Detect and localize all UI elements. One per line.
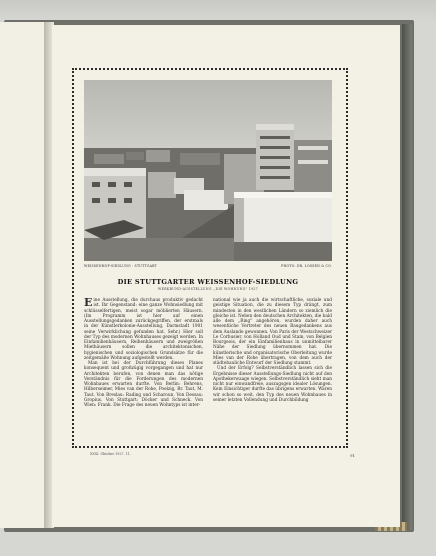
photo-illustration xyxy=(84,80,332,261)
paragraph: Und der Erfolg? Selbstverständlich lassen sich die Ergebnisse dieser Ausstellungs-Siedlung nicht auf den Apothekerwaage wiegen. Selbstverständlich sieht man nicht nur einwandfreie, auszugsgen idealer Lösungen. Kein Einsichtiger durfte das übrigens erwarten. Wären wir schon so weit, den Typ des neuen Wohnbaues in seiner letzten Vollendung und Durchbildung xyxy=(213,366,332,403)
caption-credit: PHOTO: DR. LOSSEN & CO. xyxy=(281,264,332,268)
text-column-left xyxy=(84,298,203,408)
text-column-right xyxy=(213,298,332,403)
paragraph xyxy=(84,298,203,361)
page-footer: XXXI. Oktober 1927. 11. xyxy=(90,452,131,456)
drop-cap: E xyxy=(84,296,93,309)
photo-caption xyxy=(84,264,332,271)
left-page xyxy=(0,22,47,528)
paragraph: Man ist bei der Durchführung dieses Planes konsequent und großzügig vorgegangen und hat nur Architekten berufen, von denen man das nötige Verständnis für die Forderungen des modernen Wohnbaues erwarten durfte. Von Berlin: Behrens, Hilberseimer, Mies van der Rohe, Poelzig, Br. Taut, M. Taut. Von Breslau: Rading und Scharoun. Von Dessau: Gropius. Von Stuttgart: Döcker und Schneck. Von Wien: Frank. Die Frage des neuen Wohntyps ist inter- xyxy=(84,361,203,408)
page-number: 91 xyxy=(350,453,356,458)
cover-edge xyxy=(402,24,412,530)
paragraph-text: ine Ausstellung, die durchaus produktiv gedacht ist. Ihr Gegenstand: eine ganze Wohnsiedlung mit schlüsselfertigen, meist sogar möblierten Häusern. (Im Programm ist hier auf einen Ausstellungsgedanken zurückgegriffen, der erstmals in der Künstlerkolonie-Ausstellung, Darmstadt 1901 seine Verwirklichung gefunden hat. Sehr.) Hier soll der Typ des modernen Wohnhauses gezeigt werden. In Einfamilienhäusern, Reihenhäusern und zweigrößen Miethäusern sollen die architektonischen, hygienischen und soziologischen Grundsätze für die zeitgemäße Wohnung aufgestellt werden. xyxy=(84,298,203,361)
paragraph: national wie ja auch die wirtschaftliche, soziale und geistige Situation, die zu diesem Typ drängt, zum mindesten in den westlichen Ländern so ziemlich die gleiche ist. Neben den deutschen Architekten, die bald alle dem „Ring" angehören, wurden daher auch wesentliche Vertreter des neuen Baugedankens aus dem Auslande gewonnen. Von Paris der Westschweizer Le Corbusier, von Holland Oud und Stam, von Belgien Bourgeois, der ein Einfamilienhaus in unmittelbarer Nähe der Siedlung übernommen hat. Die künstlerische und organisatorische Oberleitung wurde Mies van der Rohe übertragen, von dem auch der städtebauliche Entwurf der Siedlung stammt. xyxy=(213,298,332,366)
caption-location: WEISSENHOF-SIEDLUNG · STUTTGART xyxy=(84,264,157,268)
settlement-photo xyxy=(84,80,332,261)
article-subtitle: WERKBUND-AUSSTELLUNG ,,DIE WOHNUNG" 1927 xyxy=(158,287,258,291)
article-title: DIE STUTTGARTER WEISSENHOF-SIEDLUNG xyxy=(117,278,299,286)
background-shadow xyxy=(0,0,436,22)
